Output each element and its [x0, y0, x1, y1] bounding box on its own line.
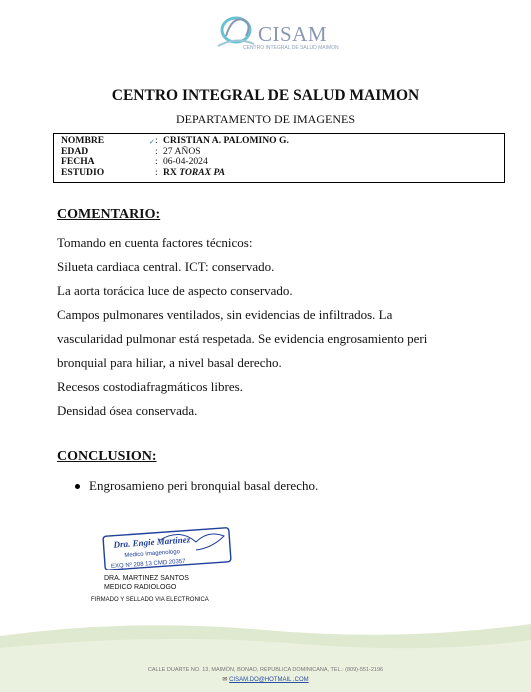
- info-row-fecha: [58, 157, 500, 168]
- separator: :: [155, 167, 158, 179]
- cisam-logo: [214, 10, 339, 58]
- signature-block: [104, 574, 189, 592]
- value-estudio: [163, 168, 225, 179]
- logo-subtitle: CENTRO INTEGRAL DE SALUD MAIMON: [243, 45, 339, 51]
- mail-icon: ✉: [222, 677, 228, 683]
- doctor-title: MEDICO RADIOLOGO: [104, 584, 177, 591]
- comment-line: Recesos costodiafragmáticos libres.: [57, 379, 243, 394]
- conclusion-item: [75, 478, 318, 494]
- value-nombre: CRISTIAN A. PALOMINO G.: [163, 135, 289, 146]
- value-edad: 27 AÑOS: [163, 145, 201, 157]
- comment-line: Silueta cardiaca central. ICT: conservado.: [57, 259, 275, 274]
- info-row-estudio: [58, 168, 500, 179]
- separator: :: [155, 156, 158, 168]
- doctor-name: DRA. MARTINEZ SANTOS: [104, 575, 189, 582]
- value-estudio-italic: TORAX PA: [179, 167, 226, 179]
- page-title: CENTRO INTEGRAL DE SALUD MAIMON: [111, 87, 420, 104]
- label-estudio: ESTUDIO: [61, 167, 105, 179]
- checkmark-icon: ✓: [149, 138, 155, 146]
- logo-text: CISAM: [258, 22, 328, 46]
- comment-line: La aorta torácica luce de aspecto conservado.: [57, 283, 293, 298]
- stamp-role: Medico Imagenologo: [124, 549, 181, 559]
- label-fecha: FECHA: [61, 156, 95, 168]
- separator: :: [155, 145, 158, 157]
- comment-line: Tomando en cuenta factores técnicos:: [57, 235, 253, 250]
- comment-heading: COMENTARIO:: [57, 207, 161, 222]
- info-row-edad: [58, 147, 500, 158]
- bullet-icon: [75, 484, 80, 489]
- info-row-nombre: [58, 136, 500, 147]
- footer-email-line: [0, 676, 531, 683]
- comment-line: Densidad ósea conservada.: [57, 403, 198, 418]
- value-estudio-prefix: RX: [163, 167, 177, 179]
- label-edad: EDAD: [61, 145, 89, 157]
- footer-address: CALLE DUARTE NO. 13, MAIMÓN, BONAO, REPUBLICA DOMINICANA, TEL.: (809)-551-2196: [147, 667, 384, 673]
- footer-email[interactable]: CISAM.DO@HOTMAIL .COM: [229, 677, 309, 683]
- stamp-exq: EXQ Nº 208 13 CMD 20357: [110, 558, 186, 570]
- comment-line: Campos pulmonares ventilados, sin evidencias de infiltrados. La: [57, 307, 393, 322]
- department-title: DEPARTAMENTO DE IMAGENES: [176, 112, 355, 126]
- conclusion-item-text: Engrosamieno peri bronquial basal derecho.: [89, 478, 319, 493]
- comment-line: bronquial para hiliar, a nivel basal derecho.: [57, 355, 282, 370]
- signature-note: FIRMADO Y SELLADO VIA ELECTRONICA: [91, 597, 209, 603]
- label-nombre: NOMBRE: [61, 135, 105, 146]
- value-fecha: 06-04-2024: [163, 156, 208, 168]
- conclusion-heading: CONCLUSION:: [57, 449, 157, 464]
- doctor-stamp: [100, 526, 234, 570]
- stamp-name: Dra. Engie Martinez: [113, 534, 191, 550]
- comment-line: vascularidad pulmonar está respetada. Se evidencia engrosamiento peri: [57, 331, 428, 346]
- separator: :: [155, 135, 158, 146]
- patient-info-box: [53, 133, 505, 183]
